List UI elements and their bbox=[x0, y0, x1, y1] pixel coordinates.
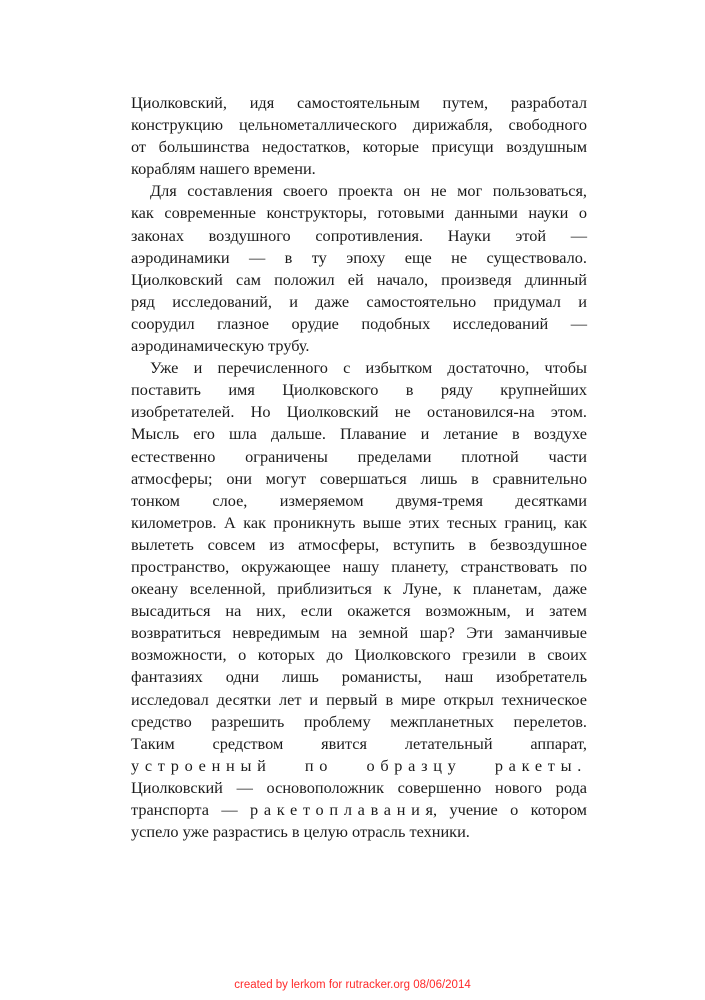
text-line: тонком слое, измеряемом двумя-тремя десятками bbox=[131, 490, 587, 510]
text-line: высадиться на них, если окажется возможным, и затем bbox=[131, 601, 587, 621]
text-line: ряд исследований, и даже самостоятельно придумал и bbox=[131, 291, 587, 311]
paragraph-start-line: Уже и перечисленного с избытком достаточно, чтобы bbox=[150, 358, 587, 378]
text-line: законах воздушного сопротивления. Науки этой — bbox=[131, 225, 587, 245]
text-line: кораблям нашего времени. bbox=[131, 159, 316, 179]
text-line: успело уже разрастись в целую отрасль техники. bbox=[131, 822, 470, 842]
document-body bbox=[131, 92, 587, 843]
text-line: километров. А как проникнуть выше этих тесных границ, как bbox=[131, 512, 587, 532]
text-line: поставить имя Циолковского в ряду крупнейших bbox=[131, 380, 587, 400]
text-line: средство разрешить проблему межпланетных перелетов. bbox=[131, 711, 587, 731]
text-segment: транспорта — bbox=[131, 800, 251, 819]
text-line: пространство, окружающее нашу планету, странствовать по bbox=[131, 556, 587, 576]
text-line: фантазиях одни лишь романисты, наш изобретатель bbox=[131, 667, 587, 687]
text-segment: я, учение о котором bbox=[425, 800, 587, 819]
text-line: атмосферы; они могут совершаться лишь в сравнительно bbox=[131, 468, 587, 488]
paragraph-start-line: Для составления своего проекта он не мог пользоваться, bbox=[150, 181, 587, 201]
text-line: естественно ограничены пределами плотной части bbox=[131, 446, 587, 466]
text-line-with-emphasis bbox=[131, 799, 587, 821]
text-line: изобретателей. Но Циолковский не остановился-на этом. bbox=[131, 402, 587, 422]
text-line: соорудил глазное орудие подобных исследований — bbox=[131, 313, 587, 333]
text-line: аэродинамики — в ту эпоху еще не существовало. bbox=[131, 247, 587, 267]
text-line: исследовал десятки лет и первый в мире открыл техническое bbox=[131, 689, 587, 709]
text-line: возможности, о которых до Циолковского грезили в своих bbox=[131, 645, 587, 665]
text-line: как современные конструкторы, готовыми данными науки о bbox=[131, 203, 587, 223]
watermark-footer: created by lerkom for rutracker.org 08/06/2014 bbox=[234, 979, 471, 991]
text-line: аэродинамическую трубу. bbox=[131, 336, 310, 356]
text-line: Циолковский — основоположник совершенно нового рода bbox=[131, 777, 587, 797]
text-line: от большинства недостатков, которые присущи воздушным bbox=[131, 137, 587, 157]
emphasized-term: ракетоплавани bbox=[250, 800, 426, 819]
text-line: Мысль его шла дальше. Плавание и летание в воздухе bbox=[131, 424, 587, 444]
text-line: Циолковский сам положил ей начало, произведя длинный bbox=[131, 269, 587, 289]
text-line: Таким средством явится летательный аппарат, bbox=[131, 733, 587, 753]
text-line: конструкцию цельнометаллического дирижабля, свободного bbox=[131, 115, 587, 135]
emphasized-spaced-line: устроенный по образцу ракеты. bbox=[131, 755, 587, 775]
text-line: возвратиться невредимым на земной шар? Эти заманчивые bbox=[131, 623, 587, 643]
text-line: вылететь совсем из атмосферы, вступить в безвоздушное bbox=[131, 534, 587, 554]
text-line: Циолковский, идя самостоятельным путем, разработал bbox=[131, 93, 587, 112]
text-line: океану вселенной, приблизиться к Луне, к планетам, даже bbox=[131, 579, 587, 599]
